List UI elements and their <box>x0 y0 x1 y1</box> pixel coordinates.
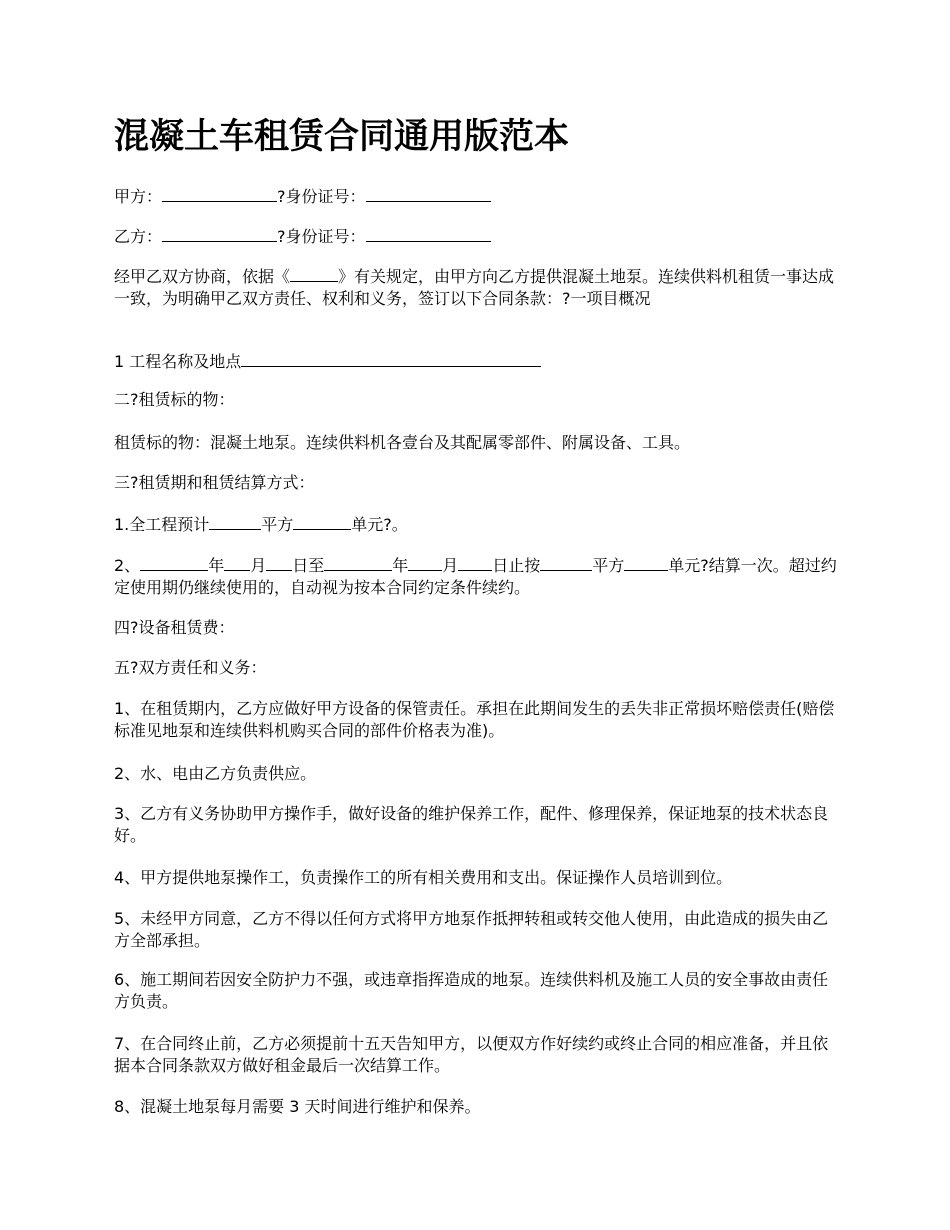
intro-text-2: 》有关规定，由甲方向乙方提供混凝土地泵。连续供料机租赁一事达成一致，为明确甲乙双方责任、权利和义务，签订以下合同条款：?一项目概况 <box>114 267 835 308</box>
section-2-heading: 二?租赁标的物： <box>114 390 235 409</box>
party-a-line <box>114 184 838 208</box>
clause-2: 2、水、电由乙方负责供应。 <box>114 764 317 783</box>
item-1-text-a: 1.全工程预计 <box>114 515 210 534</box>
law-name-blank <box>290 264 338 282</box>
section-3-item-1 <box>114 512 838 536</box>
end-month-blank <box>408 553 442 571</box>
clause-1: 1、在租赁期内，乙方应做好甲方设备的保管责任。承担在此期间发生的丢失非正常损坏赔偿责任(赔偿标准见地泵和连续供料机购买合同的部件价格表为准)。 <box>114 699 835 740</box>
intro-paragraph <box>114 264 838 310</box>
intro-text-1: 经甲乙双方协商，依据《 <box>114 267 291 286</box>
item-2-text-a: 2、 <box>114 556 141 575</box>
party-a-id-label: ?身份证号： <box>277 187 366 206</box>
item-1-text-b: 平方 <box>261 515 294 534</box>
units-blank <box>293 512 351 530</box>
unit-count-blank <box>624 553 668 571</box>
party-a-name-blank <box>162 184 277 202</box>
end-year-blank <box>324 553 392 571</box>
clause-4: 4、甲方提供地泵操作工，负责操作工的所有相关费用和支出。保证操作人员培训到位。 <box>114 868 733 887</box>
item-2-day-to: 日至 <box>292 556 325 575</box>
clause-3: 3、乙方有义务协助甲方操作手，做好设备的维护保养工作，配件、修理保养，保证地泵的技术状态良好。 <box>114 804 829 845</box>
total-blank <box>209 512 261 530</box>
item-2-year-2: 年 <box>392 556 409 575</box>
item-2-year: 年 <box>208 556 225 575</box>
clause-5: 5、未经甲方同意，乙方不得以任何方式将甲方地泵作抵押转租或转交他人使用，由此造成的损失由乙方全部承担。 <box>114 909 829 950</box>
project-blank <box>241 349 541 367</box>
project-label: 1 工程名称及地点 <box>114 352 242 371</box>
document-title: 混凝土车租赁合同通用版范本 <box>114 117 570 157</box>
party-a-label: 甲方： <box>114 187 163 206</box>
clause-6: 6、施工期间若因安全防护力不强，或违章指挥造成的地泵。连续供料机及施工人员的安全事故由责任方负责。 <box>114 970 829 1011</box>
section-3-item-2 <box>114 553 838 599</box>
party-a-id-blank <box>366 184 491 202</box>
item-1-text-c: 单元?。 <box>351 515 408 534</box>
item-2-day-stop: 日止按 <box>492 556 541 575</box>
project-line <box>114 349 838 373</box>
section-4-heading: 四?设备租赁费： <box>114 618 235 637</box>
party-b-label: 乙方： <box>114 227 163 246</box>
item-2-month: 月 <box>250 556 267 575</box>
start-month-blank <box>224 553 250 571</box>
party-b-id-label: ?身份证号： <box>277 227 366 246</box>
clause-8: 8、混凝土地泵每月需要 3 天时间进行维护和保养。 <box>114 1097 481 1116</box>
section-3-heading: 三?租赁期和租赁结算方式： <box>114 473 315 492</box>
clause-7: 7、在合同终止前，乙方必须提前十五天告知甲方，以便双方作好续约或终止合同的相应准备，并且依据本合同条款双方做好租金最后一次结算工作。 <box>114 1034 829 1075</box>
section-5-heading: 五?双方责任和义务： <box>114 658 267 677</box>
party-b-name-blank <box>162 224 277 242</box>
section-2-text: 租赁标的物：混凝土地泵。连续供料机各壹台及其配属零部件、附属设备、工具。 <box>114 433 691 452</box>
end-day-blank <box>458 553 492 571</box>
party-b-id-blank <box>366 224 491 242</box>
item-2-month-2: 月 <box>442 556 459 575</box>
start-year-blank <box>140 553 208 571</box>
item-2-rest: 单元?结算一次。超过约定使用期仍继续使用的，自动视为按本合同约定条件续约。 <box>114 556 837 597</box>
party-b-line <box>114 224 838 248</box>
item-2-sqm: 平方 <box>592 556 625 575</box>
sqm-blank <box>540 553 592 571</box>
start-day-blank <box>266 553 292 571</box>
